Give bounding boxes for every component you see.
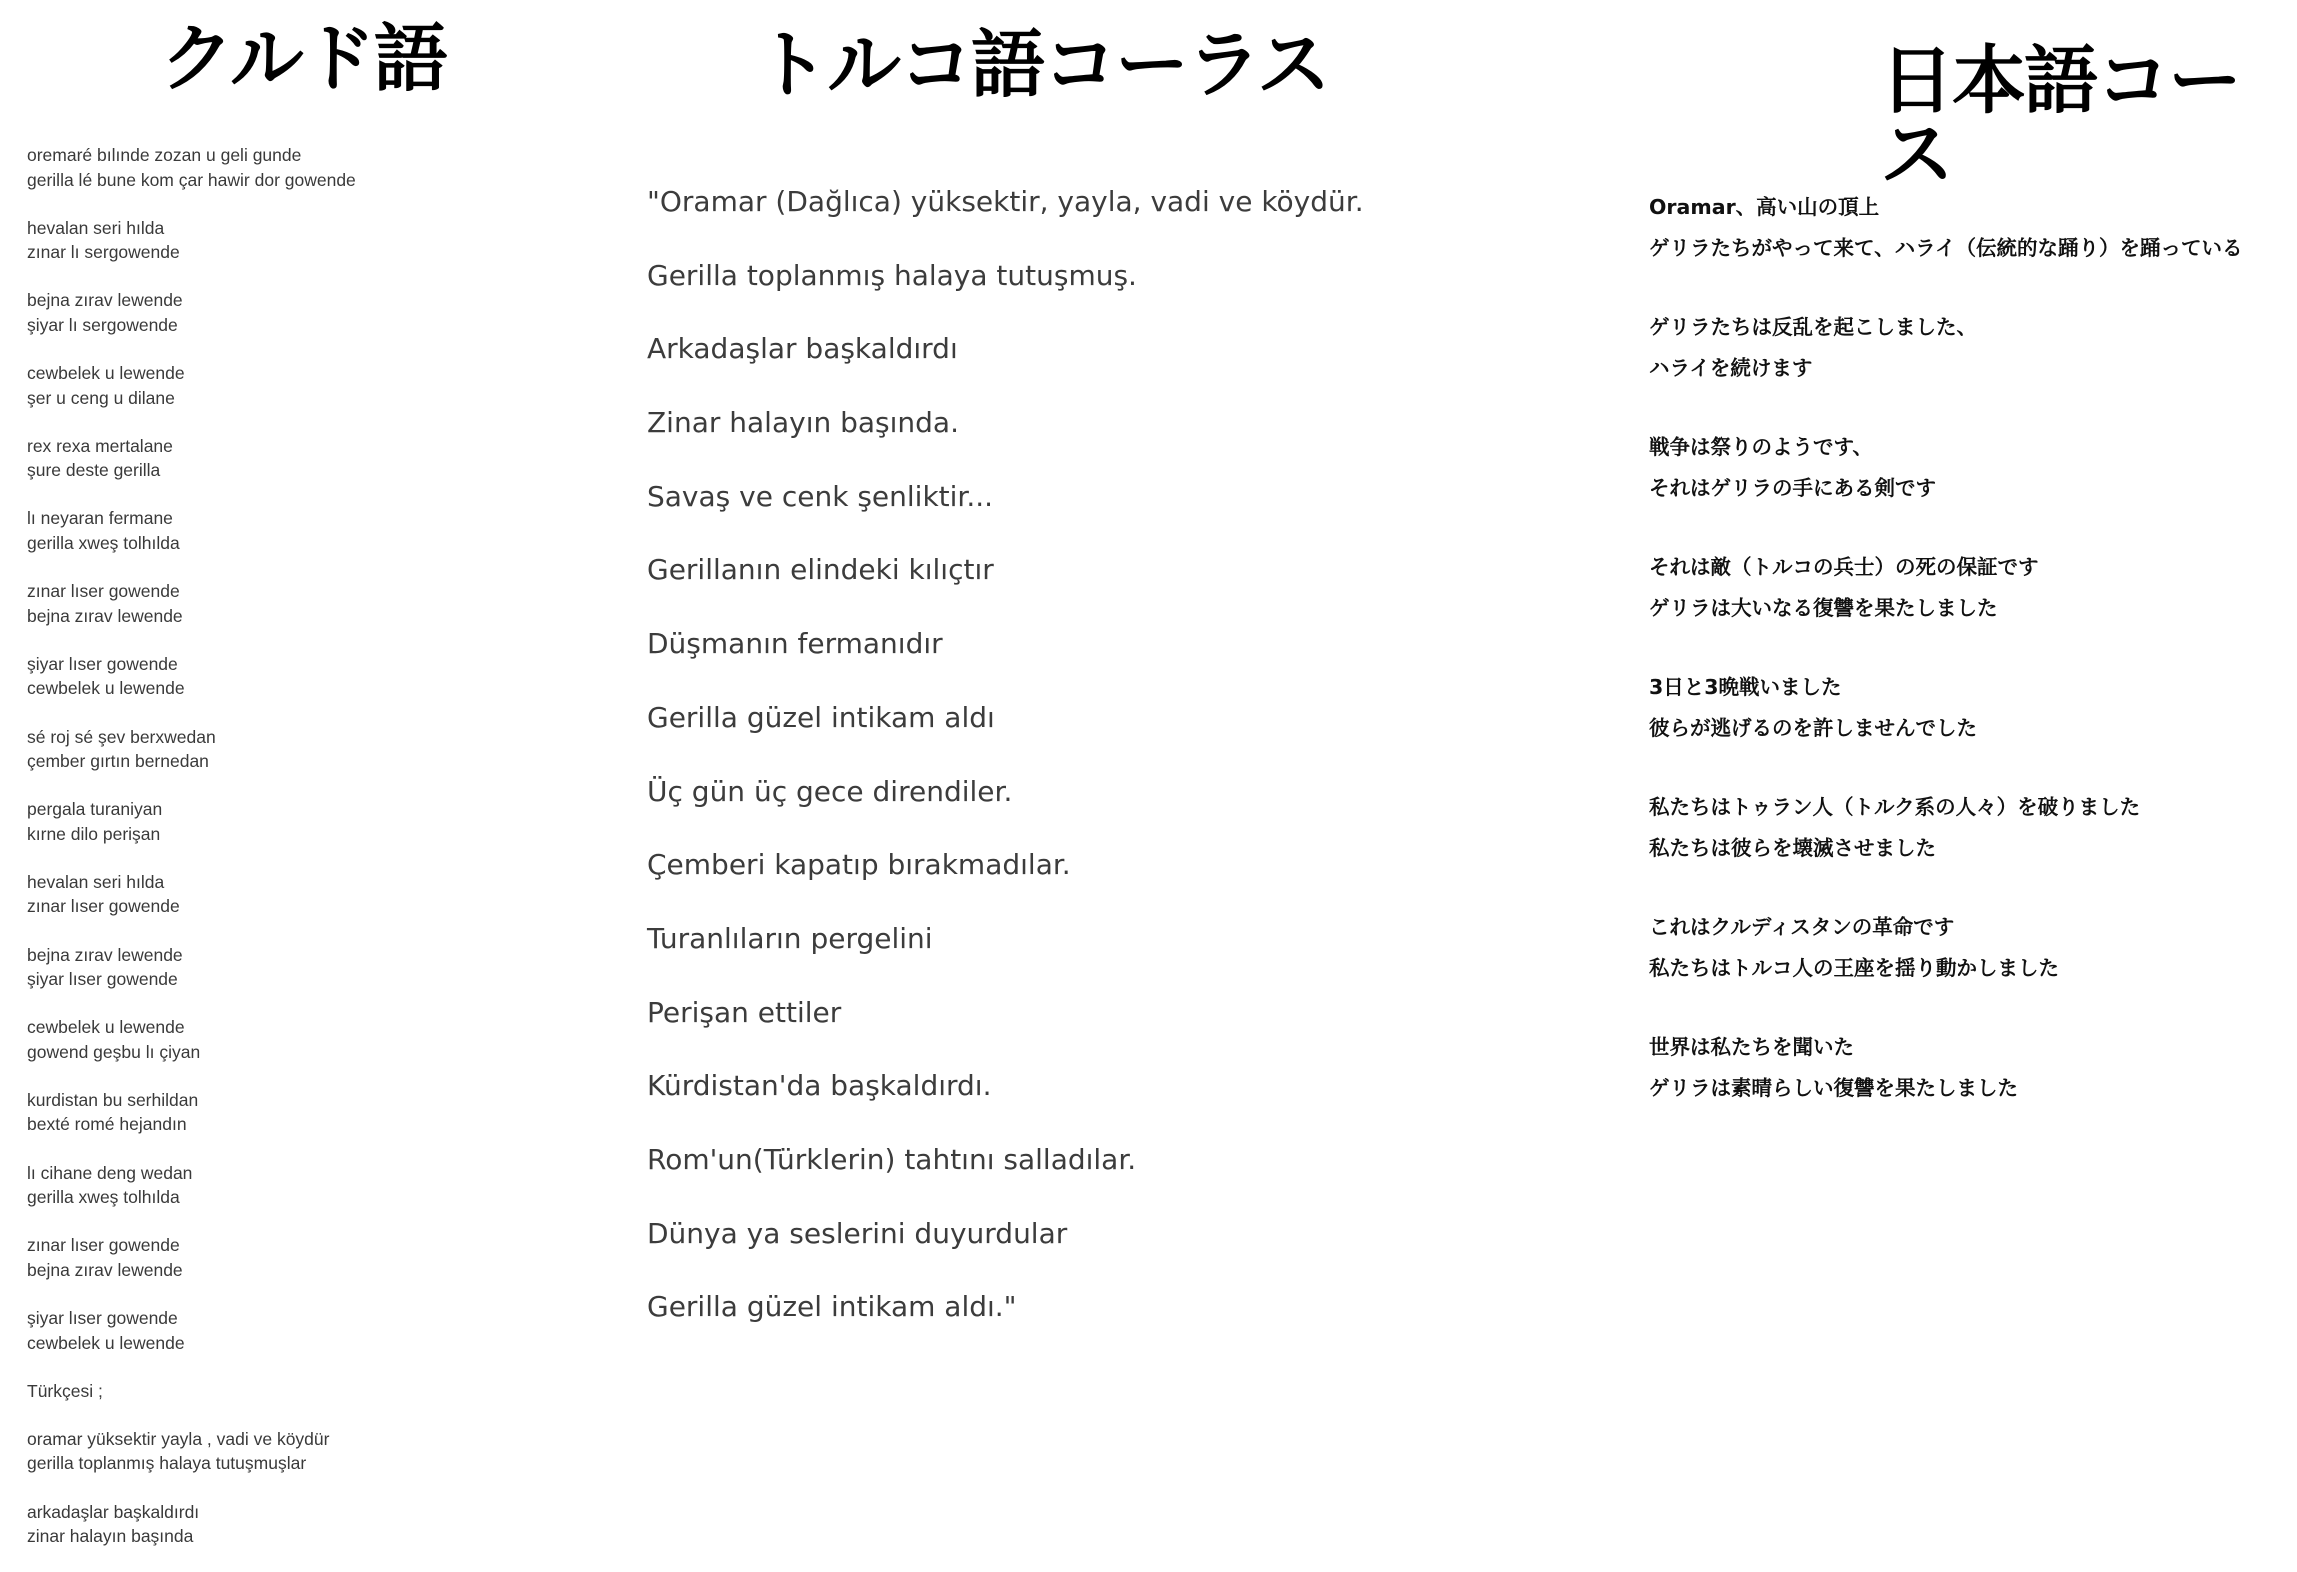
lyric-line: 私たちはトルコ人の王座を揺り動かしました <box>1649 955 2059 980</box>
lyric-line: kurdistan bu serhildan <box>27 1089 199 1110</box>
lyric-stanza <box>27 943 587 992</box>
lyric-stanza <box>27 506 587 555</box>
turkish-column <box>590 0 1420 1536</box>
lyric-line: kırne dilo perişan <box>27 823 161 844</box>
lyric-line: lı neyaran fermane <box>27 508 173 529</box>
kurdish-lyrics <box>27 143 587 1572</box>
lyric-stanza <box>1649 547 2289 628</box>
lyric-line: zınar lıser gowende <box>27 581 180 602</box>
lyric-line: Savaş ve cenk şenliktir... <box>647 479 994 513</box>
lyric-line: cewbelek u lewende <box>27 678 185 699</box>
lyric-stanza <box>27 216 587 265</box>
lyric-line: zınar lı sergowende <box>27 242 180 263</box>
lyric-line: ゲリラたちがやって来て、ハライ（伝統的な踊り）を踊っている <box>1649 235 2243 260</box>
lyric-line: zinar halayın başında <box>27 1526 194 1547</box>
lyric-line: Çemberi kapatıp bırakmadılar. <box>647 848 1071 882</box>
lyric-line: zınar lıser gowende <box>27 896 180 917</box>
lyric-line: それはゲリラの手にある剣です <box>1649 475 1936 500</box>
lyric-line: 私たちはトゥラン人（トルク系の人々）を破りました <box>1649 795 2141 819</box>
lyric-line: cewbelek u lewende <box>27 363 185 384</box>
lyric-stanza <box>1649 787 2289 868</box>
lyric-line: gerilla toplanmış halaya tutuşmuşlar <box>27 1453 307 1474</box>
lyric-line: Düşmanın fermanıdır <box>647 627 943 661</box>
lyric-line: hevalan seri hılda <box>27 217 165 238</box>
lyric-stanza <box>27 579 587 628</box>
turkish-title: トルコ語コーラス <box>755 22 1329 108</box>
lyric-line: sé roj sé şev berxwedan <box>27 726 216 747</box>
lyric-line: şiyar lıser gowende <box>27 653 178 674</box>
lyric-line: Arkadaşlar başkaldırdı <box>647 332 958 366</box>
lyric-line: hevalan seri hılda <box>27 871 165 892</box>
lyric-stanza <box>27 143 587 192</box>
lyric-line: gerilla xweş tolhılda <box>27 1187 180 1208</box>
japanese-column <box>1640 0 2297 1536</box>
lyric-line: これはクルディスタンの革命です <box>1649 915 1955 939</box>
lyric-line: şiyar lı sergowende <box>27 314 178 335</box>
lyric-line: rex rexa mertalane <box>27 435 173 456</box>
kurdish-title: クルド語 <box>160 16 446 102</box>
lyric-line: Zinar halayın başında. <box>647 406 959 440</box>
lyric-stanza <box>27 1427 587 1476</box>
lyric-line: şer u ceng u dilane <box>27 387 175 408</box>
lyric-line: şure deste gerilla <box>27 460 161 481</box>
lyric-line: Gerilla güzel intikam aldı <box>647 700 995 734</box>
lyric-line: "Oramar (Dağlıca) yüksektir, yayla, vadi ve köydür. <box>647 185 1364 218</box>
lyric-stanza <box>27 288 587 337</box>
lyric-line: Perişan ettiler <box>647 995 842 1029</box>
lyric-stanza <box>27 361 587 410</box>
lyric-line: şiyar lıser gowende <box>27 1308 178 1328</box>
lyric-line: Rom'un(Türklerin) tahtını salladılar. <box>647 1142 1137 1176</box>
turkish-lyrics <box>647 185 1364 1364</box>
lyric-stanza <box>27 1379 587 1404</box>
lyric-line: Kürdistan'da başkaldırdı. <box>647 1069 992 1103</box>
lyric-stanza <box>1649 907 2289 988</box>
lyric-line: ハライを続けます <box>1649 355 1813 380</box>
lyric-stanza <box>1649 307 2289 388</box>
lyric-line: 彼らが逃げるのを許しませんでした <box>1649 715 1977 740</box>
lyric-stanza <box>27 1233 587 1282</box>
lyric-line: arkadaşlar başkaldırdı <box>27 1501 200 1522</box>
lyric-stanza <box>1649 187 2289 268</box>
lyric-line: cewbelek u lewende <box>27 1017 185 1038</box>
lyric-line: 世界は私たちを聞いた <box>1649 1035 1854 1059</box>
lyric-stanza <box>27 1306 587 1355</box>
lyric-line: gerilla lé bune kom çar hawir dor gowende <box>27 169 356 190</box>
lyric-stanza <box>1649 1027 2289 1108</box>
lyric-line: lı cihane deng wedan <box>27 1162 193 1183</box>
lyric-line: 私たちは彼らを壊滅させました <box>1649 835 1936 860</box>
lyric-line: Dünya ya seslerini duyurdular <box>647 1216 1068 1250</box>
lyric-line: çember gırtın bernedan <box>27 751 209 771</box>
lyric-line: 3日と3晩戦いました <box>1649 675 1842 699</box>
lyric-line: Oramar、高い山の頂上 <box>1649 195 1880 219</box>
lyric-line: それは敵（トルコの兵士）の死の保証です <box>1649 555 2039 579</box>
lyric-line: şiyar lıser gowende <box>27 969 178 990</box>
lyric-line: Üç gün üç gece direndiler. <box>647 774 1013 808</box>
lyric-line: gowend geşbu lı çiyan <box>27 1041 201 1062</box>
lyric-line: Gerilla toplanmış halaya tutuşmuş. <box>647 258 1137 292</box>
lyric-stanza <box>27 797 587 846</box>
lyric-line: bejna zırav lewende <box>27 605 183 626</box>
lyric-line: Gerilla güzel intikam aldı." <box>647 1290 1017 1324</box>
lyric-line: ゲリラは大いなる復讐を果たしました <box>1649 595 1998 620</box>
lyric-stanza <box>27 1161 587 1210</box>
lyric-line: zınar lıser gowende <box>27 1235 180 1256</box>
lyric-line: bejna zırav lewende <box>27 944 183 965</box>
lyric-line: ゲリラは素晴らしい復讐を果たしました <box>1649 1075 2018 1100</box>
japanese-lyrics <box>1649 187 2289 1147</box>
lyric-line: Turanlıların pergelini <box>647 921 933 955</box>
lyric-stanza <box>27 1500 587 1549</box>
lyric-stanza <box>1649 667 2289 748</box>
lyric-stanza <box>27 652 587 701</box>
lyric-line: bejna zırav lewende <box>27 290 183 311</box>
japanese-title: 日本語コース <box>1880 38 2240 198</box>
lyric-line: bejna zırav lewende <box>27 1259 183 1280</box>
lyric-stanza <box>27 870 587 919</box>
lyric-stanza <box>27 725 587 774</box>
lyric-line: bexté romé hejandın <box>27 1114 187 1135</box>
lyric-stanza <box>27 1015 587 1064</box>
lyric-line: cewbelek u lewende <box>27 1332 185 1353</box>
lyric-line: oramar yüksektir yayla , vadi ve köydür <box>27 1428 330 1449</box>
lyric-stanza <box>27 434 587 483</box>
lyric-stanza <box>1649 427 2289 508</box>
lyric-line: Türkçesi ; <box>27 1380 103 1401</box>
lyric-line: pergala turaniyan <box>27 799 163 820</box>
lyric-line: ゲリラたちは反乱を起こしました、 <box>1649 315 1977 339</box>
lyric-line: 戦争は祭りのようです、 <box>1649 435 1873 459</box>
lyric-line: gerilla xweş tolhılda <box>27 532 180 553</box>
lyric-line: Gerillanın elindeki kılıçtır <box>647 553 994 587</box>
lyric-line: oremaré bılınde zozan u geli gunde <box>27 145 302 165</box>
lyric-stanza <box>27 1088 587 1137</box>
kurdish-column <box>0 0 590 1547</box>
